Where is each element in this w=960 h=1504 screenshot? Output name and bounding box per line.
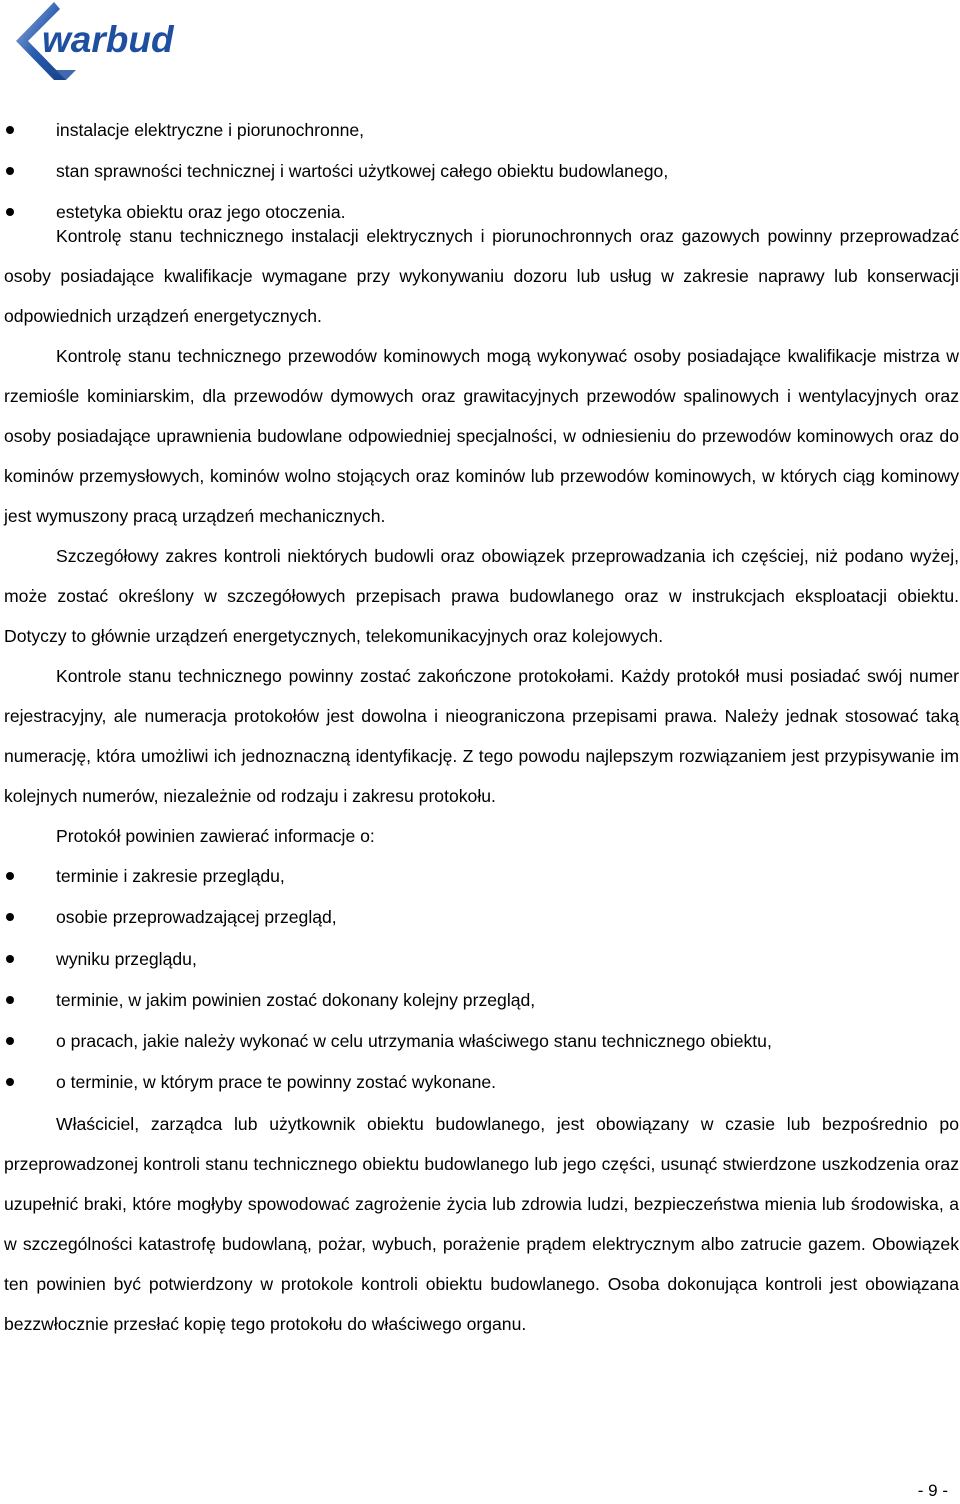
bullet-icon (6, 167, 14, 175)
bullet-icon (6, 996, 14, 1004)
paragraph: Kontrolę stanu technicznego przewodów kominowych mogą wykonywać osoby posiadające kwalifikacje mistrza w rzemiośle kominiarskim, dla przewodów dymowych oraz grawitacyjnych przewodów spalinowych i wentylacyjnych oraz osoby posiadające uprawnienia budowlane odpowiedniej specjalności, w odniesieniu do przewodów kominowych oraz do kominów przemysłowych, kominów wolno stojących oraz kominów lub przewodów kominowych, w których ciąg kominowy jest wymuszony pracą urządzeń mechanicznych. (4, 346, 959, 526)
list-item (4, 939, 959, 980)
page-number: - 9 - (917, 1481, 948, 1500)
list-item (4, 897, 959, 938)
warbud-logo-icon (10, 0, 250, 82)
paragraph: Właściciel, zarządca lub użytkownik obiektu budowlanego, jest obowiązany w czasie lub bezpośrednio po przeprowadzonej kontroli stanu technicznego obiektu budowlanego lub jego części, usunąć stwierdzone uszkodzenia oraz uzupełnić braki, które mogłyby spowodować zagrożenie życia lub zdrowia ludzi, bezpieczeństwa mienia lub środowiska, a w szczególności katastrofę budowlaną, pożar, wybuch, porażenie prądem elektrycznym albo zatrucie gazem. Obowiązek ten powinien być potwierdzony w protokole kontroli obiektu budowlanego. Osoba dokonująca kontroli jest obowiązana bezzwłocznie przesłać kopię tego protokołu do właściwego organu. (4, 1113, 959, 1334)
list-item (4, 1021, 959, 1062)
list-item-text: o terminie, w którym prace te powinny zostać wykonane. (56, 1072, 497, 1093)
list-item (4, 1062, 959, 1103)
bullet-icon (6, 872, 14, 880)
bullet-icon (6, 126, 14, 134)
list-item-text: o pracach, jakie należy wykonać w celu utrzymania właściwego stanu technicznego obiektu, (56, 1031, 772, 1052)
protocol-intro: Protokół powinien zawierać informacje o: (56, 826, 375, 846)
inspection-scope-list (4, 110, 959, 233)
list-item (4, 980, 959, 1021)
list-item (4, 192, 959, 233)
svg-text:warbud: warbud (42, 19, 174, 60)
list-item-text: terminie i zakresie przeglądu, (56, 866, 285, 886)
list-item-text: wyniku przeglądu, (56, 948, 197, 969)
bullet-icon (6, 1078, 14, 1086)
bullet-icon (6, 913, 14, 921)
warbud-logo (10, 0, 250, 82)
list-item (4, 151, 959, 192)
paragraph: Kontrole stanu technicznego powinny zostać zakończone protokołami. Każdy protokół musi posiadać swój numer rejestracyjny, ale numeracja protokołów jest dowolna i nieograniczona przepisami prawa. Należy jednak stosować taką numerację, która umożliwi ich jednoznaczną identyfikację. Z tego powodu najlepszym rozwiązaniem jest przypisywanie im kolejnych numerów, niezależnie od rodzaju i zakresu protokołu. (4, 666, 959, 806)
protocol-contents-list (4, 856, 959, 1104)
paragraph: Szczegółowy zakres kontroli niektórych budowli oraz obowiązek przeprowadzania ich częściej, niż podano wyżej, może zostać określony w szczegółowych przepisach prawa budowlanego oraz w instrukcjach eksploatacji obiektu. Dotyczy to głównie urządzeń energetycznych, telekomunikacyjnych oraz kolejowych. (4, 546, 959, 646)
list-item (4, 110, 959, 151)
page-content (4, 110, 959, 1344)
list-item-text: instalacje elektryczne i piorunochronne, (56, 120, 365, 140)
list-item-text: estetyka obiektu oraz jego otoczenia. (56, 202, 346, 222)
list-item-text: stan sprawności technicznej i wartości użytkowej całego obiektu budowlanego, (56, 161, 669, 181)
list-item-text: osobie przeprowadzającej przegląd, (56, 907, 337, 928)
list-item-text: terminie, w jakim powinien zostać dokonany kolejny przegląd, (56, 989, 536, 1010)
bullet-icon (6, 1037, 14, 1045)
bullet-icon (6, 208, 14, 216)
list-item (4, 856, 959, 897)
bullet-icon (6, 955, 14, 963)
paragraph: Kontrolę stanu technicznego instalacji elektrycznych i piorunochronnych oraz gazowych powinny przeprowadzać osoby posiadające kwalifikacje wymagane przy wykonywaniu dozoru lub usług w zakresie naprawy lub konserwacji odpowiednich urządzeń energetycznych. (4, 226, 959, 326)
